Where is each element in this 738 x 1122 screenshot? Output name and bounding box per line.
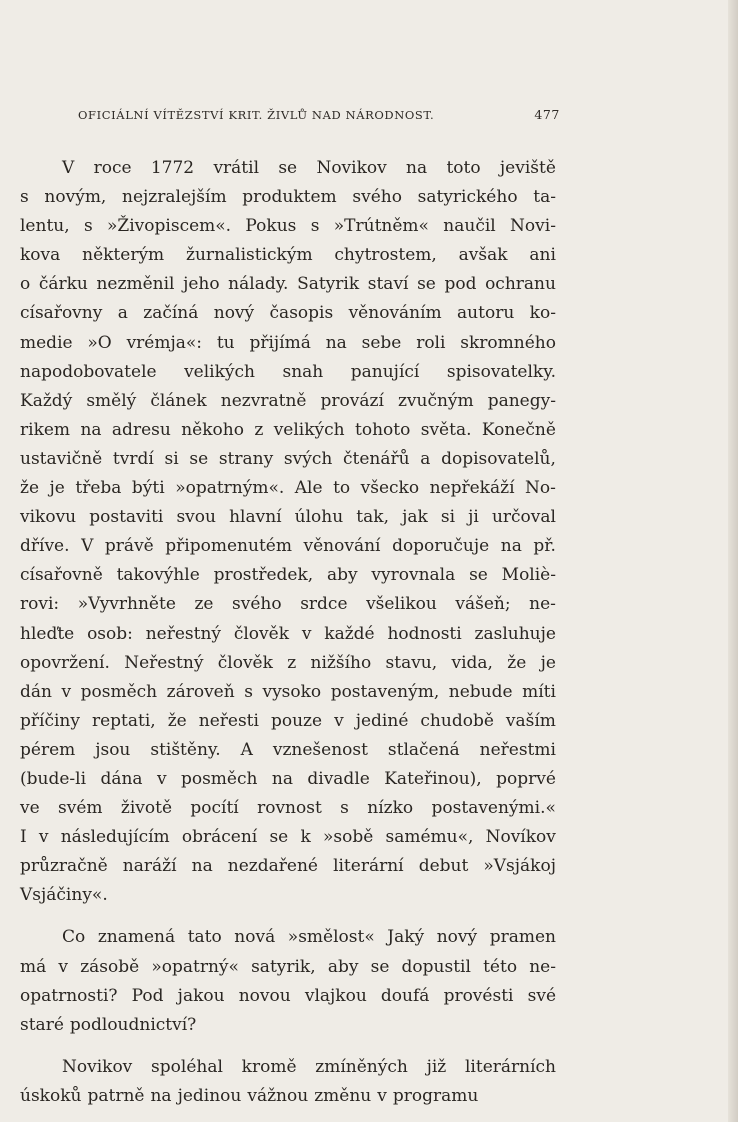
paragraph-gap: [20, 1040, 556, 1053]
text-line: rikem na adresu někoho z velikých tohoto světa. Konečně: [20, 419, 556, 440]
text-line: příčiny reptati, že neřesti pouze v jediné chudobě vaším: [20, 710, 556, 731]
text-line: Vsjáčiny«.: [20, 885, 108, 906]
page-number: 477: [534, 107, 560, 122]
text-line: hleďte osob: neřestný člověk v každé hodnosti zasluhuje: [20, 623, 556, 644]
text-line: medie »O vrémja«: tu přijímá na sebe roli skromného: [20, 332, 556, 353]
text-line: I v následujícím obrácení se k »sobě samému«, Novíkov: [20, 827, 556, 848]
paragraph: [20, 1053, 556, 1111]
text-line: dán v posměch zároveň s vysoko postaveným, nebude míti: [20, 681, 556, 702]
text-line: rovi: »Vyvrhněte ze svého srdce všelikou vášeň; ne-: [20, 594, 556, 615]
text-line: císařovny a začíná nový časopis věnováním autoru ko-: [20, 303, 556, 324]
text-line: vikovu postaviti svou hlavní úlohu tak, jak si ji určoval: [20, 507, 556, 528]
text-line: (bude-li dána v posměch na divadle Kateřinou), poprvé: [20, 768, 556, 789]
text-line: ve svém životě pocítí rovnost s nízko postavenými.«: [20, 798, 556, 819]
text-line: že je třeba býti »opatrným«. Ale to všecko nepřekáží No-: [20, 478, 556, 499]
text-line: ustavičně tvrdí si se strany svých čtenářů a dopisovatelů,: [20, 448, 556, 469]
paragraph: [20, 154, 556, 910]
paragraph: [20, 923, 556, 1039]
body-text: [20, 154, 556, 1111]
text-line: průzračně naráží na nezdařené literární debut »Vsjákoj: [20, 856, 556, 877]
text-line: o čárku nezměnil jeho nálady. Satyrik staví se pod ochranu: [20, 274, 556, 295]
text-line: císařovně takovýhle prostředek, aby vyrovnala se Moliè-: [20, 565, 556, 586]
text-line: opovržení. Neřestný člověk z nižšího stavu, vida, že je: [20, 652, 556, 673]
page-edge-shadow: [728, 0, 738, 1122]
text-line: má v zásobě »opatrný« satyrik, aby se dopustil této ne-: [20, 956, 556, 977]
text-line: pérem jsou stištěny. A vznešenost stlačená neřestmi: [20, 739, 556, 760]
text-line: staré podloudnictví?: [20, 1014, 197, 1035]
text-line: V roce 1772 vrátil se Novikov na toto jeviště: [62, 158, 556, 178]
text-line: dříve. V právě připomenutém věnování doporučuje na př.: [20, 536, 556, 557]
paragraph-gap: [20, 910, 556, 923]
text-line: Novikov spoléhal kromě zmíněných již literárních: [62, 1056, 556, 1077]
text-line: úskoků patrně na jedinou vážnou změnu v programu: [20, 1085, 479, 1106]
text-line: kova některým žurnalistickým chytrostem, avšak ani: [20, 245, 556, 266]
text-line: lentu, s »Živopiscem«. Pokus s »Trútněm« naučil Novi-: [20, 216, 556, 237]
running-title: OFICIÁLNÍ VÍTĚZSTVÍ KRIT. ŽIVLŮ NAD NÁRODNOST.: [78, 108, 435, 122]
text-line: Co znamená tato nová »smělost« Jaký nový pramen: [62, 927, 556, 948]
text-line: napodobovatele velikých snah panující spisovatelky.: [20, 361, 556, 382]
running-header: [78, 107, 560, 122]
text-line: opatrnosti? Pod jakou novou vlajkou doufá provésti své: [20, 985, 556, 1006]
text-line: s novým, nejzralejším produktem svého satyrického ta-: [20, 187, 556, 208]
text-line: Každý smělý článek nezvratně provází zvučným panegy-: [20, 390, 556, 411]
